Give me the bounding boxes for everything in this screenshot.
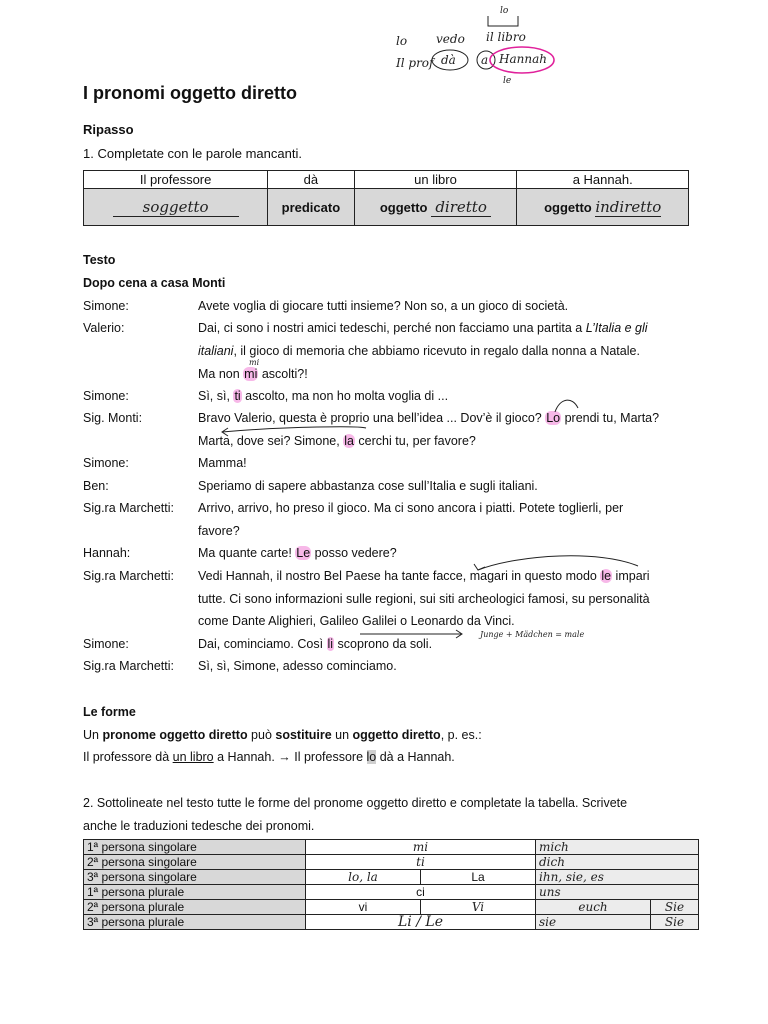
example-pronoun: lo [366,750,377,764]
handwritten-answer: dich [539,854,565,869]
ripasso-heading: Ripasso [83,122,134,137]
handwritten-answer: uns [539,884,561,899]
highlighted-pronoun: mi [244,367,258,381]
margin-note: Junge + Mädchen = male [480,630,585,639]
sketch-r1-c: il libro [486,30,526,44]
dialogue-line: Dai, cominciamo. Così li scoprono da soli. [198,637,433,651]
sketch-r2-a: Il prof [396,56,434,70]
example-text: Il professore dà [83,750,173,764]
forme-heading: Le forme [83,705,136,719]
dialogue-line: Sì, sì, ti ascolto, ma non ho molta voglia di ... [198,389,449,403]
row-label: 2ª persona singolare [84,855,306,870]
dialogue-line: favore? [198,524,240,538]
pronoun-row [84,855,699,870]
dialogue-line: tutte. Ci sono informazioni sulle regioni, sui siti archeologici famosi, su personalità [198,592,650,606]
dialogue-line: Arrivo, arrivo, ho preso il gioco. Ma ci sono ancora i piatti. Potete toglierli, per [198,501,624,515]
dialogue-line: Ma non mi ascolti?! [198,367,308,381]
ripasso-cell [268,189,354,226]
de-cell [536,840,699,855]
handwritten-answer: diretto [435,197,487,216]
de-cell [536,900,651,915]
row-label: 3ª persona plurale [84,915,306,930]
it-cell-formal [421,870,536,885]
it-cell [306,840,536,855]
sketch-circles [428,44,558,78]
dialogue-line: Bravo Valerio, questa è proprio una bell’idea ... Dov’è il gioco? Lo prendi tu, Marta? [198,411,660,425]
task2-line2: anche le traduzioni tedesche dei pronomi. [83,819,315,833]
rule-term: sostituire [275,728,332,742]
handwritten-arrows [220,390,590,440]
speaker: Simone: [83,637,129,651]
row-label: 3ª persona singolare [84,870,306,885]
ripasso-label: oggetto [379,199,428,215]
sketch-r2-b: dà [441,53,456,67]
highlighted-pronoun: li [327,637,334,651]
ripasso-cell [84,189,268,226]
rule-text: può [247,728,276,742]
rule-text: Un [83,728,103,742]
it-cell [306,885,536,900]
printed-answer: vi [358,899,368,914]
highlighted-pronoun: la [344,434,354,448]
de-cell [536,870,699,885]
ripasso-label: predicato [281,199,341,215]
it-cell [306,915,536,930]
de-cell [536,915,651,930]
forme-example [83,750,455,764]
sketch-r1-b: vedo [436,32,465,46]
dialogue-line: Mamma! [198,456,247,470]
example-text: dà a Hannah. [376,750,455,764]
speaker: Sig.ra Marchetti: [83,659,175,673]
dialogue-line: Marta, dove sei? Simone, la cerchi tu, per favore? [198,434,476,448]
dialogue-line: Dai, ci sono i nostri amici tedeschi, perché non facciamo una partita a L’Italia e gli [198,321,648,335]
handwritten-answer: mi [412,839,429,854]
it-cell [306,900,421,915]
speaker: Sig.ra Marchetti: [83,569,175,583]
game-title: L’Italia e gli [585,321,648,335]
handwritten-answer: Vi [471,899,485,914]
testo-subheading: Dopo cena a casa Monti [83,276,226,290]
dialogue-line: Avete voglia di giocare tutti insieme? Non so, a un gioco di società. [198,299,569,313]
sketch-r1-a: lo [396,34,408,48]
handwritten-answer: ihn, sie, es [539,869,604,884]
handwritten-answer: sie [539,914,557,929]
speaker: Simone: [83,299,129,313]
speaker: Sig.ra Marchetti: [83,501,175,515]
highlighted-pronoun: Lo [546,411,561,425]
game-title: italiani [198,344,234,358]
ripasso-header: dà [268,171,354,189]
sketch-below: le [503,76,512,86]
ripasso-header: Il professore [84,171,268,189]
rule-text: un [331,728,353,742]
row-label: 2ª persona plurale [84,900,306,915]
task2-line1: 2. Sottolineate nel testo tutte le forme del pronome oggetto diretto e completate la tabella. Scrivete [83,796,628,810]
printed-answer: La [471,869,485,884]
speaker: Ben: [83,479,109,493]
dialogue-line: Speriamo di sapere abbastanza cose sull’Italia e sugli italiani. [198,479,538,493]
dialogue-line: Vedi Hannah, il nostro Bel Paese ha tante facce, magari in questo modo le impari [198,569,650,583]
handwritten-answer: euch [578,899,608,914]
highlighted-pronoun: le [601,569,612,583]
handwritten-answer: Sie [664,899,685,914]
printed-answer: ci [416,884,425,899]
example-object: un libro [172,750,214,764]
sketch-r2-d: Hannah [499,52,547,66]
ripasso-cell [517,189,689,226]
page-title: I pronomi oggetto diretto [83,83,297,103]
handwritten-answer: indiretto [595,197,662,216]
handwritten-answer: lo, la [348,869,378,884]
pronoun-row [84,915,699,930]
dialogue-line: come Dante Alighieri, Galileo Galilei o Leonardo da Vinci. [198,614,515,628]
ripasso-label: oggetto [544,199,592,215]
de-cell-formal [651,915,699,930]
pronoun-row [84,900,699,915]
rule-term: oggetto diretto [352,728,441,742]
it-cell [306,870,421,885]
handwritten-arrow-le [470,548,650,574]
handwritten-arrow-li [358,628,468,640]
dialogue-line: Ma quante carte! Le posso vedere? [198,546,397,560]
handwritten-answer: Sie [664,914,685,929]
handwritten-answer: ti [416,854,425,869]
pronoun-row [84,840,699,855]
de-cell [536,885,699,900]
de-cell [536,855,699,870]
highlighted-pronoun: ti [234,389,241,403]
ripasso-task: 1. Completate con le parole mancanti. [83,146,302,161]
ripasso-cell [354,189,517,226]
pronoun-table [83,839,699,930]
highlighted-pronoun: Le [296,546,311,560]
it-cell [306,855,536,870]
pronoun-row [84,885,699,900]
rule-text: , p. es.: [440,728,482,742]
speaker: Hannah: [83,546,131,560]
ripasso-header: a Hannah. [517,171,689,189]
ripasso-header: un libro [354,171,517,189]
sketch-r2-c: a [481,53,489,67]
pronoun-row [84,870,699,885]
it-cell-formal [421,900,536,915]
row-label: 1ª persona plurale [84,885,306,900]
answer-blank [595,198,661,217]
answer-blank [113,198,239,217]
de-cell-formal [651,900,699,915]
dialogue-line: Sì, sì, Simone, adesso cominciamo. [198,659,397,673]
speaker: Valerio: [83,321,125,335]
speaker: Sig. Monti: [83,411,143,425]
forme-rule [83,728,482,742]
rule-term: pronome oggetto diretto [102,728,248,742]
speaker: Simone: [83,389,129,403]
example-text: a Hannah. → Il professore [213,750,367,764]
sketch-above: lo [500,6,509,16]
handwritten-answer: mich [539,839,569,854]
dialogue-line: italiani, il gioco di memoria che abbiamo ricevuto in regalo dalla nonna a Natale. [198,344,640,358]
handwritten-answer: Li / Le [398,914,443,930]
handwritten-note: mi [249,358,260,367]
speaker: Simone: [83,456,129,470]
ripasso-table [83,170,689,226]
testo-heading: Testo [83,253,116,267]
handwritten-answer: soggetto [142,197,209,216]
row-label: 1ª persona singolare [84,840,306,855]
answer-blank [431,198,491,217]
